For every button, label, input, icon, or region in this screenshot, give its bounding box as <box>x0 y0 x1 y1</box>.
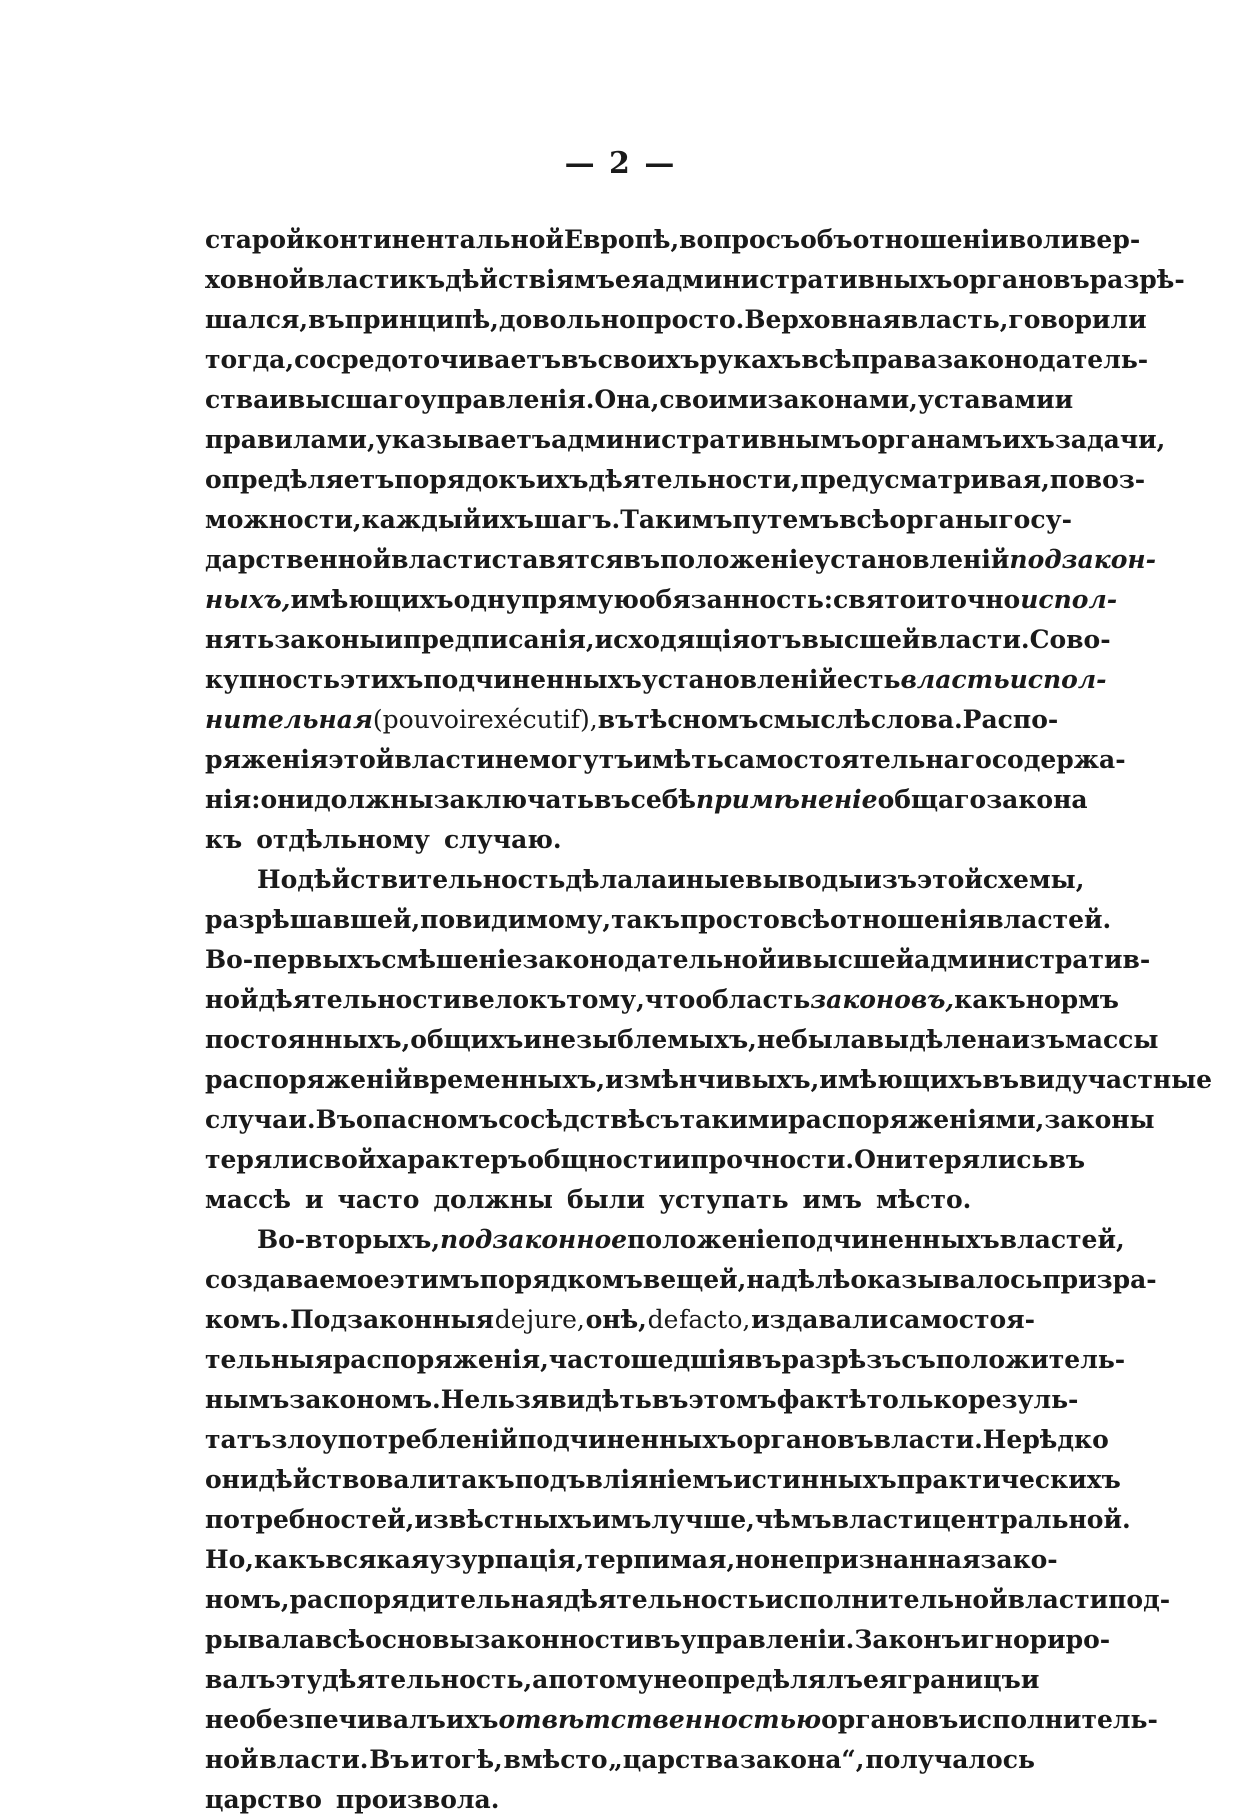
text-line: ной власти. Въ итогѣ, вмѣсто „царства закона“, получалось <box>205 1745 1035 1774</box>
text-line: Но дѣйствительность дѣлала иные выводы изъ этой схемы, <box>257 865 1085 894</box>
text-line: нять законы и предписанія, исходящія отъ высшей власти. Сово- <box>205 625 1111 654</box>
text-line: разрѣшавшей, повидимому, такъ просто всѣ отношенія властей. <box>205 905 1112 934</box>
text-line: къ отдѣльному случаю. <box>205 825 562 854</box>
text-line: теряли свой характеръ общности и прочности. Они терялись въ <box>205 1145 1086 1174</box>
text-line: опредѣляетъ порядокъ ихъ дѣятельности, предусматривая, по воз- <box>205 465 1146 494</box>
text-line: случаи. Въ опасномъ сосѣдствѣ съ такими распоряженіями, законы <box>205 1105 1155 1134</box>
text-line: тогда, сосредоточиваетъ въ своихъ рукахъ всѣ права законодатель- <box>205 345 1149 374</box>
text-line: ства и высшаго управленія. Она, своими законами, уставами и <box>205 385 1074 414</box>
text-line: комъ. Подзаконныя de jure, онѣ, de facto, издавали самостоя- <box>205 1305 1035 1334</box>
text-line: нія: они должны заключать въ себѣ примѣненіе общаго закона <box>205 785 1088 814</box>
text-line: нительная (pouvoir exécutif), въ тѣсномъ смыслѣ слова. Распо- <box>205 705 1059 734</box>
text-line: Во-первыхъ смѣшеніе законодательной и высшей административ- <box>205 945 1151 974</box>
text-line: дарственной власти ставятся въ положеніе установленій подзакон- <box>205 545 1156 574</box>
text-line: ховной власти къ дѣйствіямъ ея административныхъ органовъ разрѣ- <box>205 265 1185 294</box>
text-line: не обезпечивалъ ихъ отвѣтственностью органовъ исполнитель- <box>205 1705 1158 1734</box>
text-line: правилами, указываетъ административнымъ органамъ ихъ задачи, <box>205 425 1166 454</box>
text-line: рывала всѣ основы законности въ управленіи. Законъ игнориро- <box>205 1625 1111 1654</box>
text-line: ряженія этой власти не могутъ имѣть самостоятельнаго содержа- <box>205 745 1126 774</box>
text-line: ныхъ, имѣющихъ одну прямую обязанность: свято и точно испол- <box>205 585 1118 614</box>
text-line: царство произвола. <box>205 1785 500 1814</box>
text-line: татъ злоупотребленій подчиненныхъ органовъ власти. Нерѣдко <box>205 1425 1109 1454</box>
text-line: нымъ закономъ. Нельзя видѣть въ этомъ фактѣ только резуль- <box>205 1385 1079 1414</box>
text-line: валъ эту дѣятельность, а потому не опредѣлялъ ея границъ и <box>205 1665 1040 1694</box>
text-line: номъ, распорядительная дѣятельность исполнительной власти под- <box>205 1585 1171 1614</box>
text-line: Во-вторыхъ, подзаконное положеніе подчиненныхъ властей, <box>257 1225 1125 1254</box>
text-line: потребностей, извѣстныхъ имъ лучше, чѣмъ власти центральной. <box>205 1505 1131 1534</box>
text-line: создаваемое этимъ порядкомъ вещей, на дѣлѣ оказывалось призра- <box>205 1265 1157 1294</box>
text-line: старой континентальной Европѣ, вопросъ объ отношеніи воли вер- <box>205 225 1141 254</box>
page-number: — 2 — <box>564 146 677 181</box>
text-line: они дѣйствовали такъ подъ вліяніемъ истинныхъ практическихъ <box>205 1465 1121 1494</box>
text-line: шался, въ принципѣ, довольно просто. Верховная власть, говорили <box>205 305 1147 334</box>
text-line: тельныя распоряженія, часто шедшія въ разрѣзъ съ положитель- <box>205 1345 1126 1374</box>
text-line: распоряженій временныхъ, измѣнчивыхъ, имѣющихъ въ виду частные <box>205 1065 1213 1094</box>
body-text <box>205 220 1213 1820</box>
text-line: купность этихъ подчиненныхъ установленій есть власть испол- <box>205 665 1107 694</box>
text-line: массѣ и часто должны были уступать имъ мѣсто. <box>205 1185 972 1214</box>
text-line: ной дѣятельности вело къ тому, что область законовъ, какъ нормъ <box>205 985 1119 1014</box>
text-line: Но, какъ всякая узурпація, терпимая, но не признанная зако- <box>205 1545 1058 1574</box>
text-line: постоянныхъ, общихъ и незыблемыхъ, не была выдѣлена изъ массы <box>205 1025 1159 1054</box>
text-line: можности, каждый ихъ шагъ. Такимъ путемъ всѣ органы госу- <box>205 505 1072 534</box>
